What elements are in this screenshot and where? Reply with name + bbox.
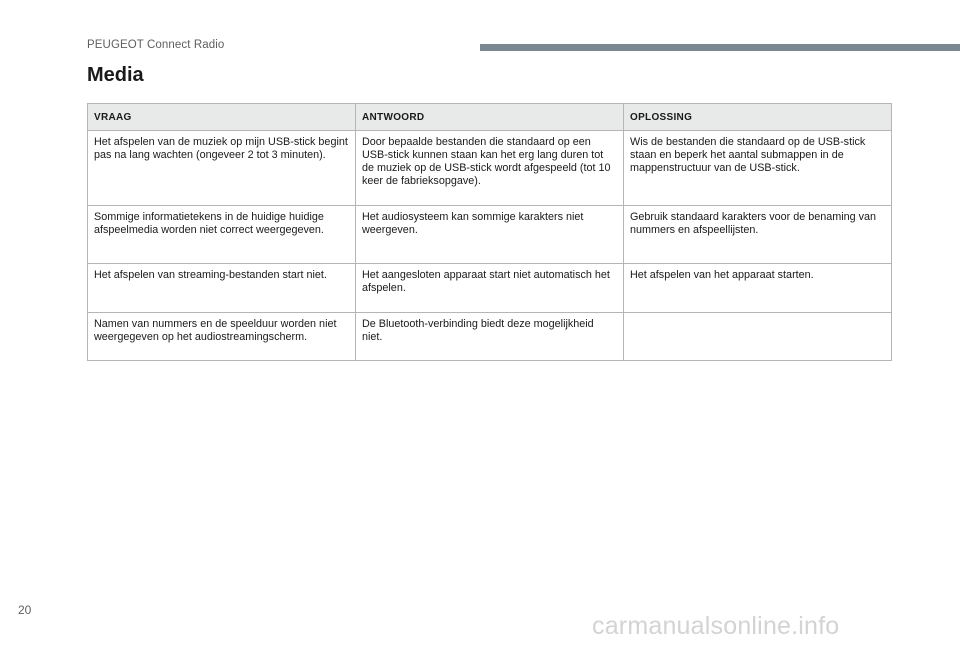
cell-antwoord: De Bluetooth-verbinding biedt deze mogelijkheid niet. bbox=[356, 313, 624, 361]
cell-vraag: Sommige informatietekens in de huidige huidige afspeelmedia worden niet correct weergegeven. bbox=[88, 206, 356, 264]
cell-antwoord: Door bepaalde bestanden die standaard op een USB-stick kunnen staan kan het erg lang duren tot de muziek op de USB-stick wordt afgespeeld (tot 10 keer de fabrieksopgave). bbox=[356, 131, 624, 206]
cell-oplossing: Wis de bestanden die standaard op de USB-stick staan en beperk het aantal submappen in de mappenstructuur van de USB-stick. bbox=[624, 131, 892, 206]
column-header-oplossing: OPLOSSING bbox=[624, 104, 892, 131]
cell-vraag: Het afspelen van de muziek op mijn USB-stick begint pas na lang wachten (ongeveer 2 tot 3 minuten). bbox=[88, 131, 356, 206]
cell-vraag: Namen van nummers en de speelduur worden niet weergegeven op het audiostreamingscherm. bbox=[88, 313, 356, 361]
cell-antwoord: Het aangesloten apparaat start niet automatisch het afspelen. bbox=[356, 264, 624, 313]
section-title: Media bbox=[87, 64, 144, 86]
cell-antwoord: Het audiosysteem kan sommige karakters niet weergeven. bbox=[356, 206, 624, 264]
running-header-title: PEUGEOT Connect Radio bbox=[87, 39, 225, 51]
column-header-vraag: VRAAG bbox=[88, 104, 356, 131]
cell-oplossing bbox=[624, 313, 892, 361]
header-rule bbox=[480, 44, 960, 51]
column-header-antwoord: ANTWOORD bbox=[356, 104, 624, 131]
table-row bbox=[88, 206, 892, 264]
page-number: 20 bbox=[18, 603, 32, 617]
cell-vraag: Het afspelen van streaming-bestanden start niet. bbox=[88, 264, 356, 313]
cell-oplossing: Gebruik standaard karakters voor de benaming van nummers en afspeellijsten. bbox=[624, 206, 892, 264]
cell-oplossing: Het afspelen van het apparaat starten. bbox=[624, 264, 892, 313]
table-row bbox=[88, 313, 892, 361]
table-row bbox=[88, 131, 892, 206]
faq-table bbox=[87, 103, 892, 361]
watermark: carmanualsonline.info bbox=[592, 612, 840, 640]
table-header-row bbox=[88, 104, 892, 131]
table-row bbox=[88, 264, 892, 313]
